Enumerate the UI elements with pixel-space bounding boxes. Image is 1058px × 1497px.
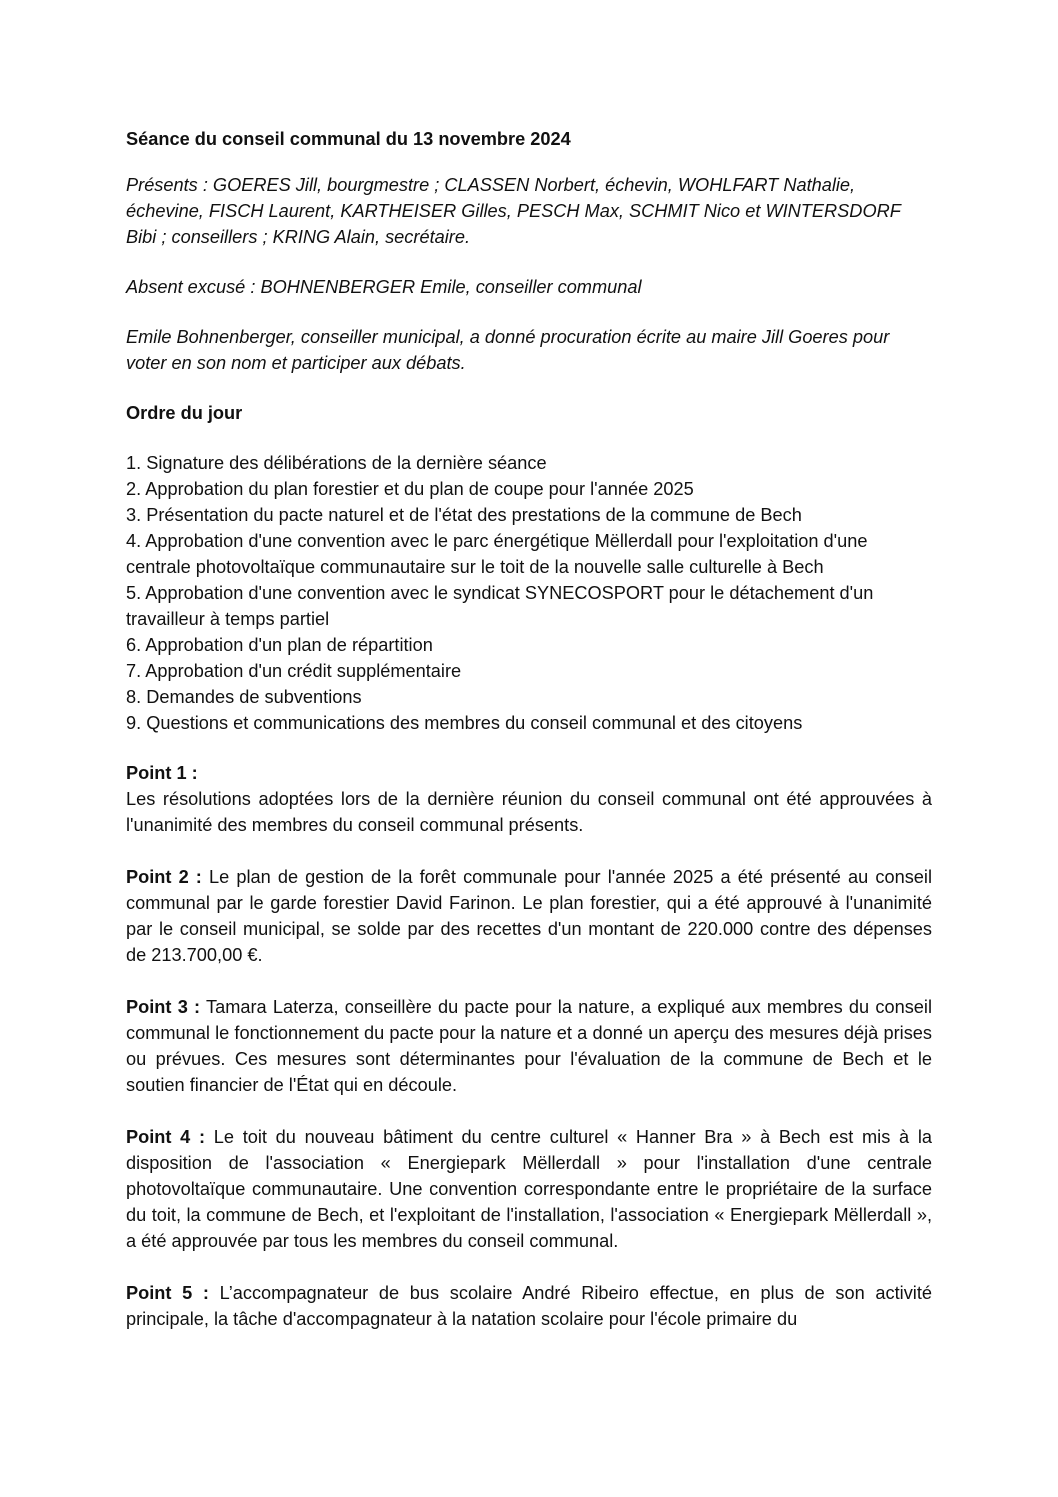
point-label: Point 4 :: [126, 1127, 206, 1147]
point-label: Point 3 :: [126, 997, 201, 1017]
point-text: Les résolutions adoptées lors de la dernière réunion du conseil communal ont été approuvées à l'unanimité des membres du conseil communal présents.: [126, 789, 932, 835]
agenda-item: 4. Approbation d'une convention avec le parc énergétique Mëllerdall pour l'exploitation d'une centrale photovoltaïque communautaire sur le toit de la nouvelle salle culturelle à Bech: [126, 531, 868, 577]
attendees-absent: Absent excusé : BOHNENBERGER Emile, conseiller communal: [126, 277, 642, 297]
proxy-statement: Emile Bohnenberger, conseiller municipal, a donné procuration écrite au maire Jill Goeres pour voter en son nom et participer aux débats.: [126, 327, 890, 373]
point-label: Point 1 :: [126, 763, 198, 783]
document-page: [126, 126, 932, 1358]
agenda-item: 7. Approbation d'un crédit supplémentaire: [126, 661, 462, 681]
agenda-heading: Ordre du jour: [126, 403, 243, 423]
point-4: [126, 1124, 932, 1254]
agenda-item: 6. Approbation d'un plan de répartition: [126, 635, 433, 655]
point-5: [126, 1280, 932, 1332]
point-text: Tamara Laterza, conseillère du pacte pour la nature, a expliqué aux membres du conseil communal le fonctionnement du pacte pour la nature et a donné un aperçu des mesures déjà prises ou prévues. Ces mesures sont déterminantes pour l'évaluation de la commune de Bech et le soutien financier de l'État qui en découle.: [126, 997, 932, 1095]
document-title: Séance du conseil communal du 13 novembre 2024: [126, 129, 571, 149]
point-label: Point 2 :: [126, 867, 202, 887]
point-3: [126, 994, 932, 1098]
agenda-item: 3. Présentation du pacte naturel et de l'état des prestations de la commune de Bech: [126, 505, 802, 525]
point-text: Le toit du nouveau bâtiment du centre culturel « Hanner Bra » à Bech est mis à la disposition de l'association « Energiepark Mëllerdall » pour l'installation d'une centrale photovoltaïque communautaire. Une convention correspondante entre le propriétaire de la surface du toit, la commune de Bech, et l'exploitant de l'installation, l'association « Energiepark Mëllerdall », a été approuvée par tous les membres du conseil communal.: [126, 1127, 932, 1251]
point-text: L’accompagnateur de bus scolaire André Ribeiro effectue, en plus de son activité principale, la tâche d'accompagnateur à la natation scolaire pour l'école primaire du: [126, 1283, 932, 1329]
point-2: [126, 864, 932, 968]
agenda-item: 8. Demandes de subventions: [126, 687, 362, 707]
attendees-present: Présents : GOERES Jill, bourgmestre ; CLASSEN Norbert, échevin, WOHLFART Nathalie, échevine, FISCH Laurent, KARTHEISER Gilles, PESCH Max, SCHMIT Nico et WINTERSDORF Bibi ; conseillers ; KRING Alain, secrétaire.: [126, 175, 901, 247]
point-1: [126, 760, 932, 838]
agenda-list: [126, 450, 932, 736]
agenda-item: 5. Approbation d'une convention avec le syndicat SYNECOSPORT pour le détachement d'un travailleur à temps partiel: [126, 583, 874, 629]
point-text: Le plan de gestion de la forêt communale pour l'année 2025 a été présenté au conseil communal par le garde forestier David Farinon. Le plan forestier, qui a été approuvé à l'unanimité par le conseil municipal, se solde par des recettes d'un montant de 220.000 contre des dépenses de 213.700,00 €.: [126, 867, 932, 965]
agenda-item: 9. Questions et communications des membres du conseil communal et des citoyens: [126, 713, 803, 733]
agenda-item: 2. Approbation du plan forestier et du plan de coupe pour l'année 2025: [126, 479, 694, 499]
agenda-item: 1. Signature des délibérations de la dernière séance: [126, 453, 547, 473]
point-label: Point 5 :: [126, 1283, 209, 1303]
